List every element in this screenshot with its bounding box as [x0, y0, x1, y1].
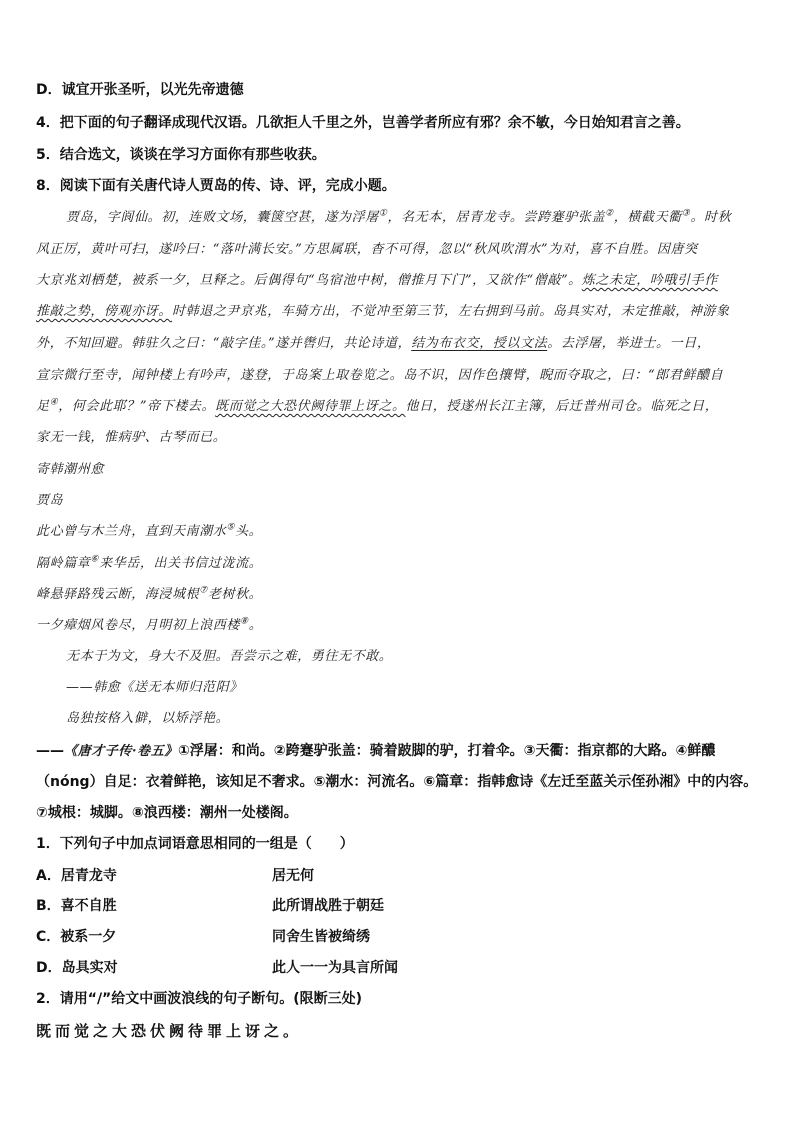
note-ref: ⑦ [199, 585, 208, 596]
poem-text: 来华岳，出关书信过泷流。 [99, 556, 263, 571]
poem-text: 一夕瘴烟风卷尽，月明初上浪西楼 [36, 618, 241, 633]
passage-text: ，何会此耶？”帝下楼去。 [58, 399, 216, 414]
comment-line-2: ——韩愈《送无本师归范阳》 [66, 680, 243, 695]
question-4: 4．把下面的句子翻译成现代汉语。几欲拒人千里之外，岂善学者所应有邪？余不敏，今日始知君言之善。 [36, 115, 690, 131]
poem-author: 贾岛 [36, 493, 64, 508]
notes-line-2: （nóng）自足：衣着鲜艳，该知足不奢求。⑤潮水：河流名。⑥篇章：指韩愈诗《左迁至蓝关示侄孙湘》中的内容。 [36, 774, 758, 790]
option-row-c [36, 927, 766, 947]
comment-line-3: 岛独按格入僻，以矫浮艳。 [66, 711, 230, 726]
source-and-notes-1 [36, 741, 766, 762]
note-ref: ⑥ [90, 554, 100, 565]
passage-line-7 [36, 397, 766, 417]
note-ref: ③ [681, 208, 691, 219]
passage-line-3 [36, 271, 766, 291]
poem-line-1 [36, 522, 766, 542]
passage-text: 大京兆刘栖楚，被系一夕，旦释之。后偶得句“鸟宿池中树，僧推月下门”，又欲作“僧敲”。 [36, 273, 582, 288]
poem-line-4 [36, 616, 766, 636]
passage-line-4 [36, 302, 766, 322]
passage-line-8: 家无一钱，惟病驴、古琴而已。 [36, 430, 227, 445]
poem-text: 。 [248, 618, 263, 633]
note-ref: ⑤ [226, 522, 236, 533]
passage-text: ，名无本，居青龙寺。尝跨蹇驴张盖 [387, 210, 606, 225]
option-row-a [36, 866, 766, 886]
passage-text: 贾岛，字阆仙。初，连败文场，囊箧空甚，遂为浮屠 [66, 210, 379, 225]
poem-text: 头。 [235, 524, 263, 539]
option-row-b [36, 896, 766, 916]
passage-text: 足 [36, 399, 50, 414]
poem-text: 峰悬驿路残云断，海浸城根 [36, 587, 200, 602]
option-right: 居无何 [272, 868, 314, 884]
option-right: 此所谓战胜于朝廷 [272, 898, 384, 914]
passage-line-2: 风正厉，黄叶可扫，遂吟曰：“落叶满长安。”方思属联，杳不可得，忽以“秋风吹渭水”为对，喜不自胜。因唐突 [36, 242, 698, 257]
passage-text: 时韩退之尹京兆，车骑方出，不觉冲至第三节，左右拥到马前。岛具实对，未定推敲，神游象 [172, 304, 730, 319]
wavy-underlined-text: 既而觉之大恐伏阙待罪上讶之。 [215, 399, 406, 414]
comment-line-1: 无本于为文，身大不及胆。吾尝示之难，勇往无不敢。 [66, 649, 393, 664]
underlined-text: 结为布衣交，授以文法 [411, 336, 548, 351]
notes-line-3: ⑦城根：城脚。⑧浪西楼：潮州一处楼阁。 [36, 805, 298, 821]
option-right: 同舍生皆被绮绣 [272, 929, 370, 945]
passage-text: 外，不知回避。韩驻久之曰：“敲字佳。”遂并辔归，共论诗道， [36, 336, 412, 351]
note-ref: ① [378, 208, 388, 219]
option-row-d [36, 958, 766, 978]
passage-text: ，横截天衢 [613, 210, 682, 225]
option-right: 此人一一为具言所闻 [272, 960, 398, 976]
option-left: D．岛具实对 [36, 960, 118, 976]
option-left: A．居青龙寺 [36, 868, 117, 884]
dash: —— [36, 743, 64, 759]
option-left: B．喜不自胜 [36, 898, 117, 914]
question-2-sentence: 既而觉之大恐伏阙待罪上讶之。 [36, 1022, 303, 1040]
notes-text: ①浮屠：和尚。②跨蹇驴张盖：骑着跛脚的驴，打着伞。③天衢：指京都的大路。④鲜醲 [177, 743, 716, 759]
question-8: 8．阅读下面有关唐代诗人贾岛的传、诗、评，完成小题。 [36, 178, 396, 194]
passage-line-1 [66, 208, 766, 228]
question-5: 5．结合选文，谈谈在学习方面你有那些收获。 [36, 147, 326, 163]
poem-title: 寄韩潮州愈 [36, 462, 105, 477]
note-ref: ④ [49, 397, 59, 408]
option-d-line: D．诚宜开张圣听，以光先帝遗德 [36, 82, 244, 98]
passage-text: 。去浮屠，举进士。一日， [547, 336, 711, 351]
wavy-underlined-text: 推敲之势，傍观亦讶。 [36, 304, 173, 319]
poem-text: 隔岭篇章 [36, 556, 91, 571]
passage-line-5 [36, 334, 766, 354]
passage-text: 。时秋 [690, 210, 732, 225]
note-ref: ② [605, 208, 614, 219]
question-2: 2．请用“/”给文中画波浪线的句子断句。(限断三处) [36, 991, 363, 1007]
poem-line-3 [36, 585, 766, 605]
option-left: C．被系一夕 [36, 929, 117, 945]
note-ref: ⑧ [240, 616, 249, 627]
question-1: 1．下列句子中加点词语意思相同的一组是（ ） [36, 836, 354, 852]
poem-line-2 [36, 554, 766, 574]
poem-text: 此心曾与木兰舟，直到天南潮水 [36, 524, 227, 539]
wavy-underlined-text: 炼之未定，吟哦引手作 [581, 273, 718, 288]
source-title: 《唐才子传·卷五》 [64, 744, 178, 759]
passage-text: 他日，授遂州长江主簿，后迁普州司仓。临死之日， [405, 399, 719, 414]
passage-line-6: 宣宗微行至寺，闻钟楼上有吟声，遂登，于岛案上取卷览之。岛不识，因作色攘臂，睨而夺取之，曰：“郎君鲜醲自 [36, 368, 724, 383]
poem-text: 老树秋。 [207, 587, 263, 602]
